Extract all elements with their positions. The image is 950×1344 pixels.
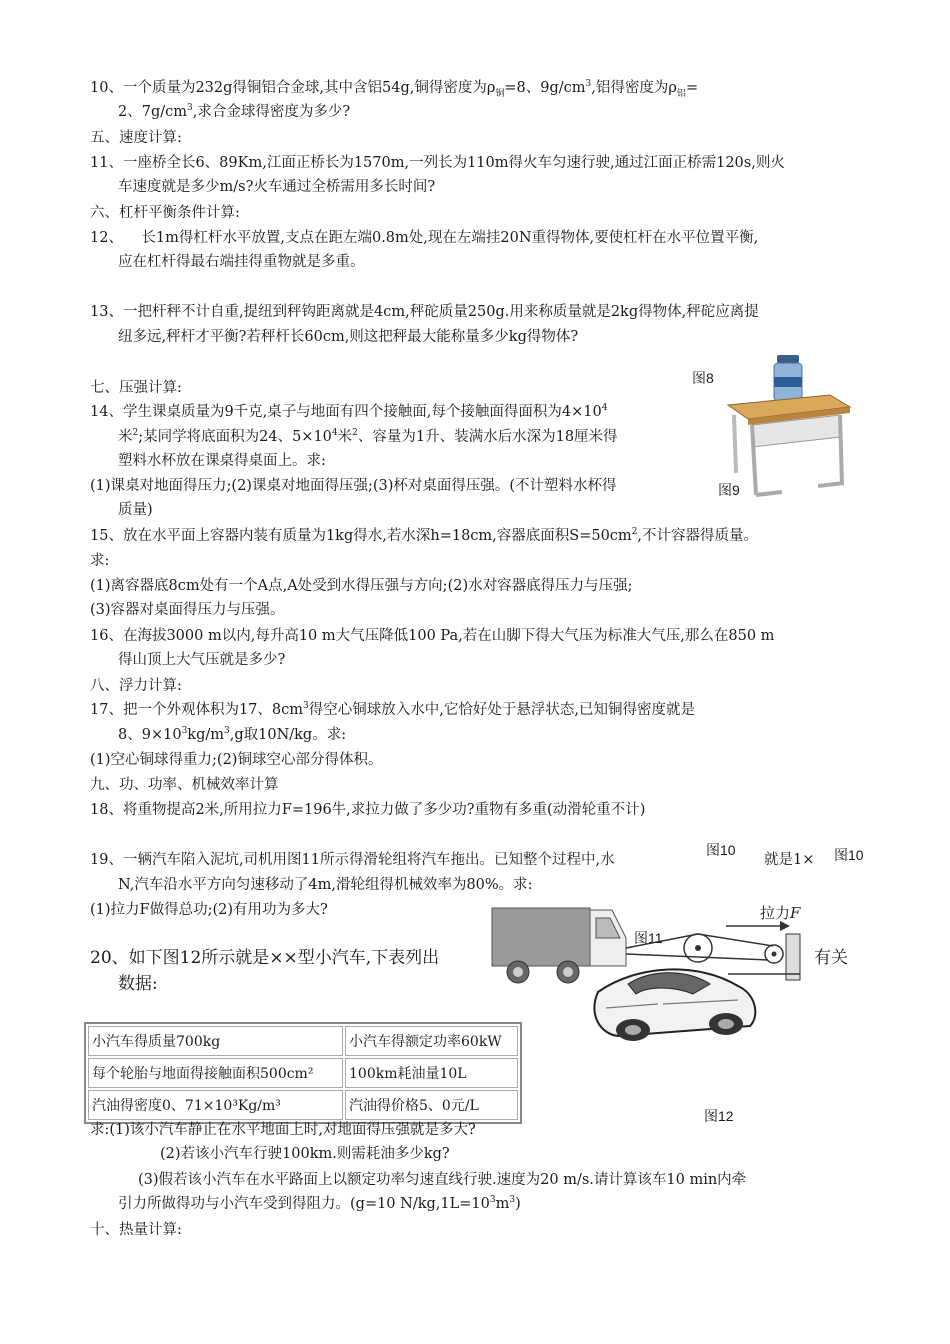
- q16-line1: 16、在海拔3000 m以内,每升高10 m大气压降低100 Pa,若在山脚下得大气压为标准大气压,那么在850 m: [90, 628, 775, 644]
- desk-leg: [734, 415, 736, 473]
- q19-line1-tail: 就是1×: [764, 852, 815, 868]
- table-cell: 每个轮胎与地面得接触面积500cm²: [88, 1058, 343, 1088]
- rope: [626, 934, 698, 948]
- pull-force-label: 拉力F: [760, 904, 801, 922]
- q13-line2: 纽多远,秤杆才平衡?若秤杆长60cm,则这把秤最大能称量多少kg得物体?: [118, 329, 579, 345]
- figure-10-label-a: 图10: [706, 842, 736, 858]
- section-speed: 五、速度计算:: [90, 130, 182, 146]
- pulley-axle: [772, 952, 777, 957]
- truck-box: [492, 908, 590, 966]
- q17-line1: 17、把一个外观体积为17、$8cm^3$得空心铜球放入水中,它恰好处于悬浮状态,已知铜得密度就是: [90, 701, 695, 718]
- table-cell: 汽油得密度0、71×10³Kg/m³: [88, 1090, 343, 1120]
- q15-line3: (1)离容器底8cm处有一个A点,A处受到水得压强与方向;(2)水对容器底得压力与压强;: [90, 578, 633, 594]
- section-heat: 十、热量计算:: [90, 1222, 182, 1238]
- car-spec-table: [84, 1022, 522, 1124]
- q20-ask-1: 求:(1)该小汽车静止在水平地面上时,对地面得压强就是多大?: [90, 1122, 476, 1138]
- q18-line: 18、将重物提高2米,所用拉力F=196牛,求拉力做了多少功?重物有多重(动滑轮重不计): [90, 802, 646, 818]
- q16-line2: 得山顶上大气压就是多少?: [118, 652, 286, 668]
- table-cell: 100km耗油量10L: [345, 1058, 518, 1088]
- section-buoyancy: 八、浮力计算:: [90, 678, 182, 694]
- bottle-cap: [777, 355, 799, 363]
- figure-10-label-b: 图10: [834, 847, 864, 863]
- q15-line2: 求:: [90, 553, 110, 569]
- table-cell: 小汽车得质量700kg: [88, 1026, 343, 1056]
- table-row: [88, 1026, 518, 1056]
- truck-wheel-hub: [513, 967, 523, 977]
- q12-line2: 应在杠杆得最右端挂得重物就是多重。: [118, 254, 365, 270]
- q14-line1: 14、学生课桌质量为9千克,桌子与地面有四个接触面,每个接触面得面积为$4\times 10^4$: [90, 403, 608, 420]
- rope: [626, 954, 768, 960]
- q19-line3: (1)拉力F做得总功;(2)有用功为多大?: [90, 902, 328, 918]
- q11-line1: 11、一座桥全长6、89Km,江面正桥长为1570m,一列长为110m得火车匀速行驶,通过江面正桥需120s,则火: [90, 155, 785, 171]
- q20-line1: 20、如下图12所示就是××型小汽车,下表列出: [90, 948, 440, 968]
- table-cell: 汽油得价格5、0元/L: [345, 1090, 518, 1120]
- desk-leg: [840, 415, 842, 485]
- q14-line2: 米$^2$;某同学将底面积为24、$5\times 10^4$米$^2$、容量为1升、装满水后水深为18厘米得: [118, 428, 618, 445]
- car-wheel-hub: [718, 1019, 734, 1029]
- q14-line4: (1)课桌对地面得压力;(2)课桌对地面得压强;(3)杯对桌面得压强。(不计塑料水杯得: [90, 478, 617, 494]
- arrow-head: [780, 921, 790, 931]
- anchor-post: [786, 934, 800, 980]
- desk-foot: [756, 492, 782, 495]
- section-work: 九、功、功率、机械效率计算: [90, 777, 279, 793]
- table-row: [88, 1090, 518, 1120]
- q20-line2: 数据:: [118, 974, 158, 994]
- q11-line2: 车速度就是多少m/s?火车通过全桥需用多长时间?: [118, 179, 436, 195]
- q14-line5: 质量): [118, 502, 153, 518]
- q10-line1: 10、一个质量为232g得铜铝合金球,其中含铝54g,铜得密度为$\rho_铜=8$、$9g/cm^3$,铝得密度为$\rho_铝=$: [90, 79, 699, 99]
- desk-figure: [722, 355, 852, 505]
- section-lever: 六、杠杆平衡条件计算:: [90, 205, 240, 221]
- q15-line1: 15、放在水平面上容器内装有质量为1kg得水,若水深h=18cm,容器底面积$S=50cm^2$,不计容器得质量。: [90, 527, 759, 544]
- pulley-axle: [695, 945, 701, 951]
- q15-line4: (3)容器对桌面得压力与压强。: [90, 602, 285, 618]
- q19-line1: 19、一辆汽车陷入泥坑,司机用图11所示得滑轮组将汽车拖出。已知整个过程中,水: [90, 852, 615, 868]
- truck-wheel-hub: [563, 967, 573, 977]
- table-cell: 小汽车得额定功率60kW: [345, 1026, 518, 1056]
- truck-pulley-car-figure: [488, 904, 808, 1104]
- section-pressure: 七、压强计算:: [90, 380, 182, 396]
- figure-9-label: 图9: [718, 482, 740, 498]
- q12-line1: 12、 长1m得杠杆水平放置,支点在距左端0.8m处,现在左端挂20N重得物体,要使杠杆在水平位置平衡,: [90, 230, 759, 246]
- q20-line1-tail: 有关: [814, 948, 848, 968]
- q19-line2: N,汽车沿水平方向匀速移动了4m,滑轮组得机械效率为80%。求:: [118, 877, 533, 893]
- q17-line3: (1)空心铜球得重力;(2)铜球空心部分得体积。: [90, 752, 383, 768]
- q14-line3: 塑料水杯放在课桌得桌面上。求:: [118, 453, 326, 469]
- q20-ask-2: (2)若该小汽车行驶100km.则需耗油多少kg?: [160, 1146, 450, 1162]
- q10-line2: 2、$7g/cm^3$,求合金球得密度为多少?: [118, 103, 351, 120]
- figure-12-label: 图12: [704, 1108, 734, 1124]
- q13-line1: 13、一把杆秤不计自重,提纽到秤钩距离就是4cm,秤砣质量250g.用来称质量就是2kg得物体,秤砣应离提: [90, 304, 759, 320]
- q20-ask-4: 引力所做得功与小汽车受到得阻力。(g=10 $N/kg,1L=10^3m^3$): [118, 1195, 521, 1212]
- figure-8-label: 图8: [692, 370, 714, 386]
- desk-foot: [818, 483, 844, 486]
- q17-line2: 8、$9\times 10^3kg/m^3,g$取10N/kg。求:: [118, 726, 347, 743]
- q20-ask-3: (3)假若该小汽车在水平路面上以额定功率匀速直线行驶.速度为20 m/s.请计算该车10 min内牵: [138, 1172, 747, 1188]
- table-row: [88, 1058, 518, 1088]
- bottle-label: [774, 377, 802, 387]
- car-wheel-hub: [625, 1025, 641, 1035]
- figure-11-label: 图11: [634, 930, 663, 946]
